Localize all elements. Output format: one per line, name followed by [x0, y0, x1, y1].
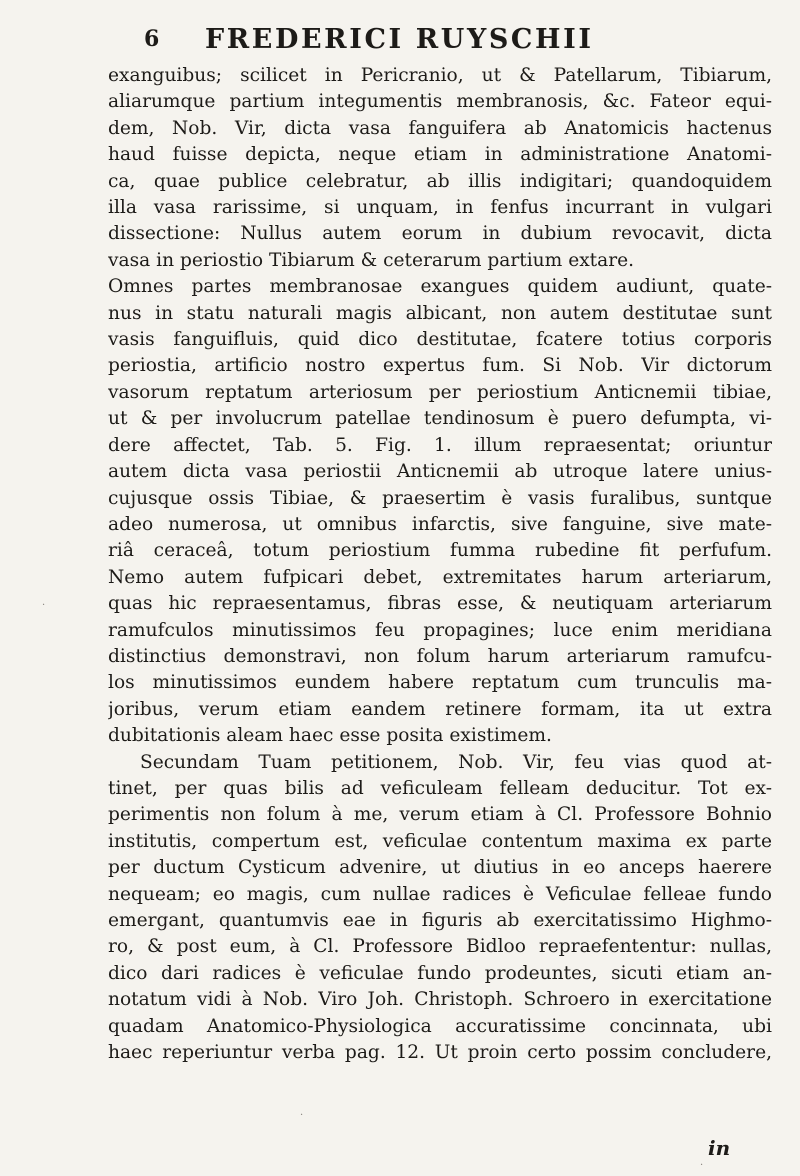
text-line: dissectione: Nullus autem eorum in dubium revocavit, dicta: [108, 223, 772, 245]
text-line: adeo numerosa, ut omnibus infarctis, sive fanguine, sive mate-: [108, 513, 772, 535]
text-line: riâ ceraceâ, totum periostium fumma rubedine fit perfufum.: [108, 540, 772, 562]
text-line: autem dicta vasa periostii Anticnemii ab utroque latere unius-: [108, 461, 772, 483]
running-head: FREDERICI RUYSCHII: [205, 24, 594, 55]
text-line: exanguibus; scilicet in Pericranio, ut & Patellarum, Tibiarum,: [108, 65, 772, 86]
text-line: nequeam; eo magis, cum nullae radices è Veficulae felleae fundo: [108, 883, 772, 905]
text-line: dubitationis aleam haec esse posita existimem.: [108, 725, 552, 747]
text-line: aliarumque partium integumentis membranosis, &c. Fateor equi-: [108, 91, 772, 113]
text-line: ramufculos minutissimos feu propagines; luce enim meridiana: [108, 619, 772, 641]
text-line: illa vasa rarissime, si unquam, in fenfus incurrant in vulgari: [108, 197, 772, 219]
text-line: Omnes partes membranosae exangues quidem audiunt, quate-: [108, 276, 772, 298]
paper-speck: ·: [42, 600, 46, 611]
text-line: perimentis non folum à me, verum etiam à Cl. Professore Bohnio: [108, 804, 772, 826]
text-line: Secundam Tuam petitionem, Nob. Vir, feu vias quod at-: [140, 751, 772, 773]
text-line: vasis fanguifluis, quid dico destitutae, fcatere totius corporis: [108, 329, 772, 351]
text-line: ro, & post eum, à Cl. Professore Bidloo repraefententur: nullas,: [108, 936, 772, 958]
text-line: per ductum Cysticum advenire, ut diutius in eo anceps haerere: [108, 857, 772, 879]
text-line: joribus, verum etiam eandem retinere formam, ita ut extra: [108, 698, 772, 720]
text-line: Nemo autem fufpicari debet, extremitates harum arteriarum,: [108, 566, 772, 588]
body-text: [108, 63, 772, 1066]
text-line: dico dari radices è veficulae fundo prodeuntes, sicuti etiam an-: [108, 962, 772, 984]
text-line: los minutissimos eundem habere reptatum cum trunculis ma-: [108, 672, 772, 694]
text-line: tinet, per quas bilis ad veficuleam felleam deducitur. Tot ex-: [108, 777, 772, 799]
text-line: emergant, quantumvis eae in figuris ab exercitatissimo Highmo-: [108, 910, 772, 931]
text-line: vasa in periostio Tibiarum & ceterarum partium extare.: [108, 249, 635, 271]
page-number: 6: [144, 26, 160, 52]
text-line: quadam Anatomico-Physiologica accuratissime concinnata, ubi: [108, 1015, 772, 1037]
text-line: nus in statu naturali magis albicant, non autem destitutae sunt: [108, 302, 772, 324]
text-line: haec reperiuntur verba pag. 12. Ut proin certo possim concludere,: [108, 1042, 772, 1064]
text-line: periostia, artificio nostro expertus fum. Si Nob. Vir dictorum: [108, 355, 772, 377]
catchword: in: [708, 1136, 731, 1160]
text-line: cujusque ossis Tibiae, & praesertim è vasis furalibus, suntque: [108, 487, 772, 509]
text-line: dere affectet, Tab. 5. Fig. 1. illum repraesentat; oriuntur: [108, 434, 772, 456]
text-line: institutis, compertum est, veficulae contentum maxima ex parte: [108, 830, 772, 852]
text-line: notatum vidi à Nob. Viro Joh. Christoph. Schroero in exercitatione: [108, 989, 772, 1011]
text-line: distinctius demonstravi, non folum harum arteriarum ramufcu-: [108, 645, 772, 667]
text-line: vasorum reptatum arteriosum per periostium Anticnemii tibiae,: [108, 381, 772, 403]
page-header: [0, 20, 800, 60]
paper-speck: ·: [300, 1110, 304, 1121]
text-line: ut & per involucrum patellae tendinosum è puero defumpta, vi-: [108, 408, 772, 430]
text-line: quas hic repraesentamus, fibras esse, & neutiquam arteriarum: [108, 593, 772, 615]
text-line: ca, quae publice celebratur, ab illis indigitari; quandoquidem: [108, 170, 772, 192]
paper-speck: ·: [700, 1160, 704, 1171]
text-line: haud fuisse depicta, neque etiam in administratione Anatomi-: [108, 144, 772, 166]
text-line: dem, Nob. Vir, dicta vasa fanguifera ab Anatomicis hactenus: [108, 117, 772, 139]
